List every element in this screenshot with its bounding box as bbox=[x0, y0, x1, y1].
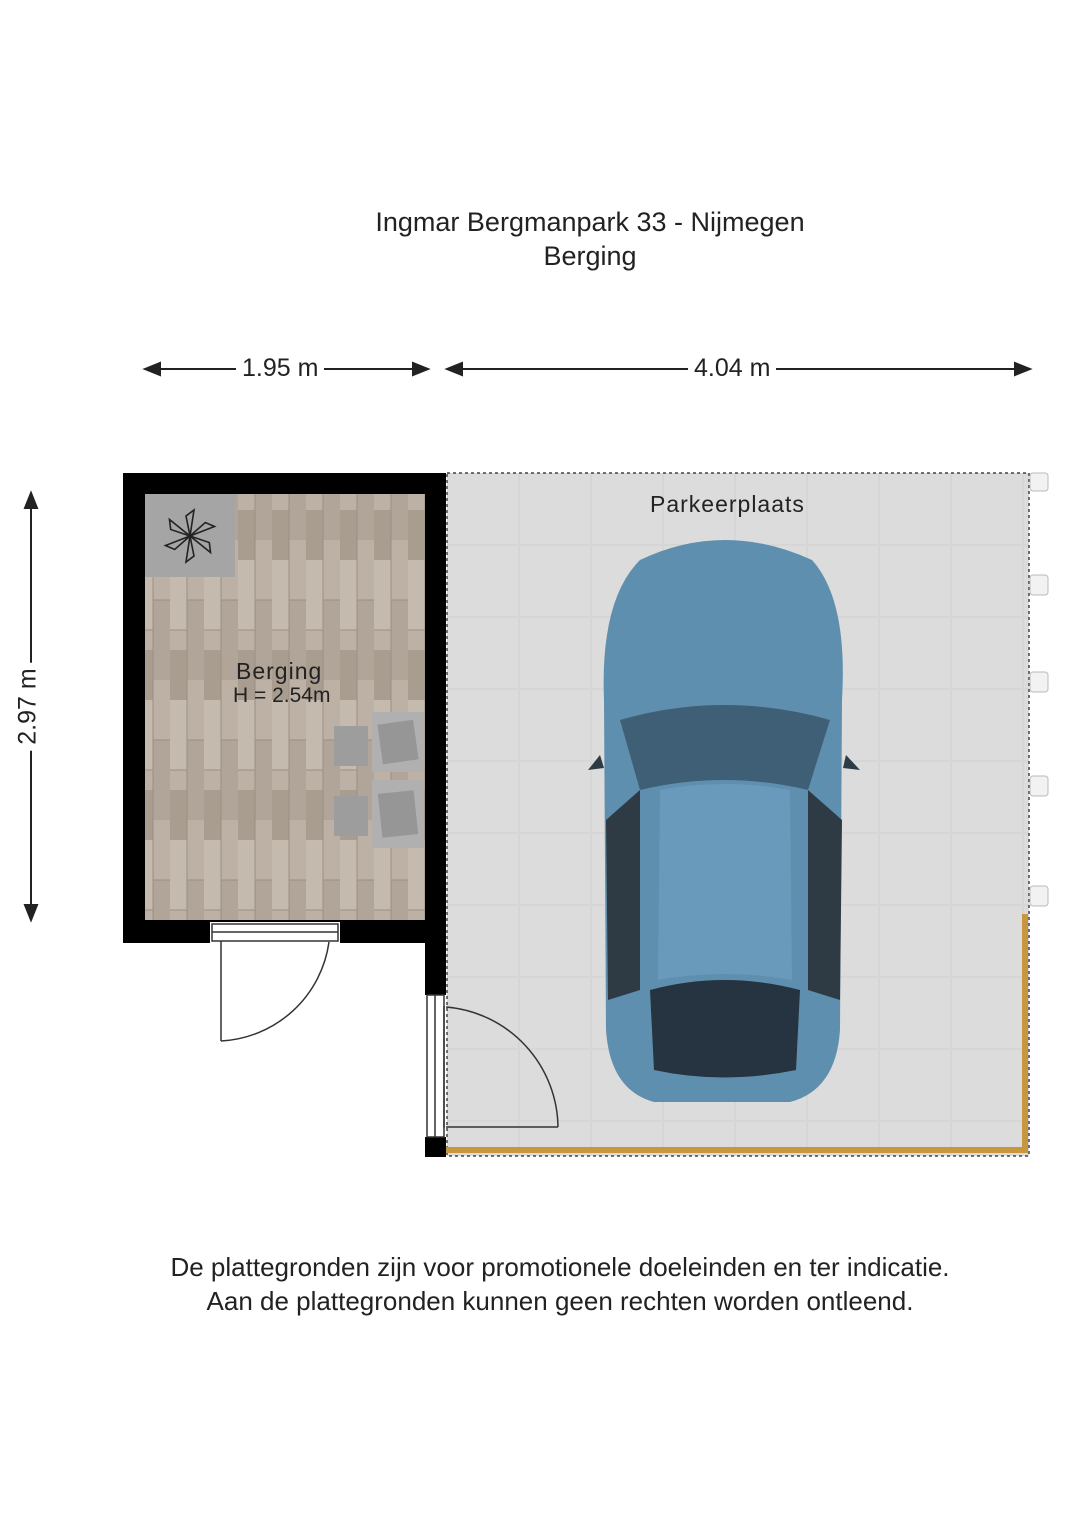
door-berging bbox=[212, 924, 338, 1041]
plan-floor-title: Berging bbox=[543, 241, 637, 271]
dimension-width-right: 4.04 m bbox=[688, 354, 776, 383]
room-name-parking: Parkeerplaats bbox=[650, 491, 805, 517]
fence-posts bbox=[1030, 473, 1048, 906]
dimension-height: 2.97 m bbox=[14, 662, 43, 750]
room-height-berging: H = 2.54m bbox=[233, 684, 331, 707]
fan-icon bbox=[145, 494, 235, 577]
disclaimer-line-1: De plattegronden zijn voor promotionele doeleinden en ter indicatie. bbox=[170, 1252, 950, 1282]
disclaimer-line-2: Aan de plattegronden kunnen geen rechten worden ontleend. bbox=[206, 1286, 914, 1316]
dimension-width-left: 1.95 m bbox=[236, 354, 324, 383]
plan-address: Ingmar Bergmanpark 33 - Nijmegen bbox=[375, 207, 805, 237]
car-icon bbox=[588, 540, 860, 1102]
room-name-berging: Berging bbox=[236, 658, 323, 684]
